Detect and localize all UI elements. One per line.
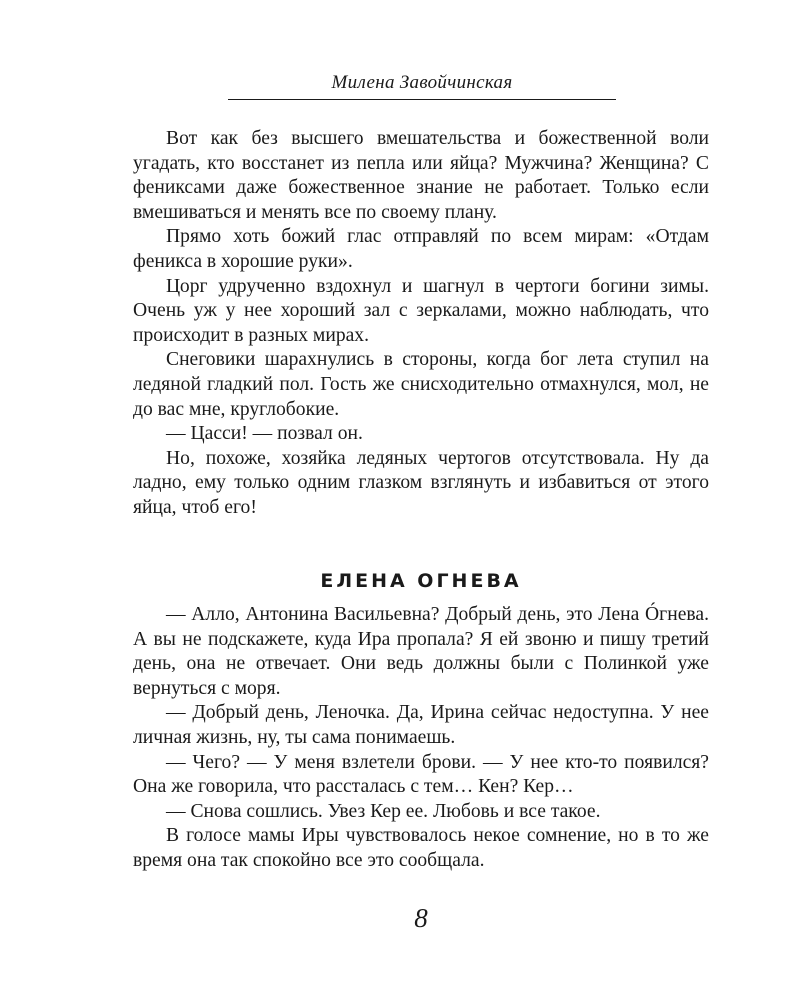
running-head-author: Милена Завойчинская bbox=[331, 72, 513, 93]
paragraph: — Снова сошлись. Увез Кер ее. Любовь и все такое. bbox=[166, 800, 601, 822]
page-number: 8 bbox=[414, 903, 428, 933]
paragraph: — Добрый день, Леночка. Да, Ирина сейчас недоступна. У нее личная жизнь, ну, ты сама понимаешь. bbox=[133, 702, 709, 748]
text-section-2 bbox=[133, 603, 709, 874]
paragraph: — Цасси! — позвал он. bbox=[166, 423, 363, 445]
paragraph: — Алло, Антонина Васильевна? Добрый день, это Лена Óгнева. А вы не подскажете, куда Ира пропала? Я ей звоню и пишу третий день, она не отвечает. Они ведь должны были с Полинкой уже вернуться с моря. bbox=[133, 604, 709, 699]
paragraph: В голосе мамы Иры чувствовалось некое сомнение, но в то же время она так спокойно все это сообщала. bbox=[133, 825, 709, 871]
chapter-heading: ЕЛЕНА ОГНЕВА bbox=[320, 570, 522, 592]
paragraph: Цорг удрученно вздохнул и шагнул в чертоги богини зимы. Очень уж у нее хороший зал с зеркалами, можно наблюдать, что происходит в разных мирах. bbox=[133, 275, 709, 346]
text-section-1 bbox=[133, 127, 709, 521]
paragraph: — Чего? — У меня взлетели брови. — У нее кто-то появился? Она же говорила, что рассталась с тем… Кен? Кер… bbox=[133, 751, 709, 798]
paragraph: Но, похоже, хозяйка ледяных чертогов отсутствовала. Ну да ладно, ему только одним глазком взглянуть и избавиться от этого яйца, чтоб его! bbox=[133, 447, 709, 518]
paragraph: Вот как без высшего вмешательства и божественной воли угадать, кто восстанет из пепла или яйца? Мужчина? Женщина? С фениксами даже божественное знание не работает. Только если вмешиваться и менять все по своему плану. bbox=[133, 128, 709, 223]
paragraph: Прямо хоть божий глас отправляй по всем мирам: «Отдам феникса в хорошие руки». bbox=[133, 226, 709, 272]
paragraph: Снеговики шарахнулись в стороны, когда бог лета ступил на ледяной гладкий пол. Гость же снисходительно отмахнулся, мол, не до вас мне, круглобокие. bbox=[133, 349, 709, 420]
header-rule bbox=[228, 99, 616, 100]
